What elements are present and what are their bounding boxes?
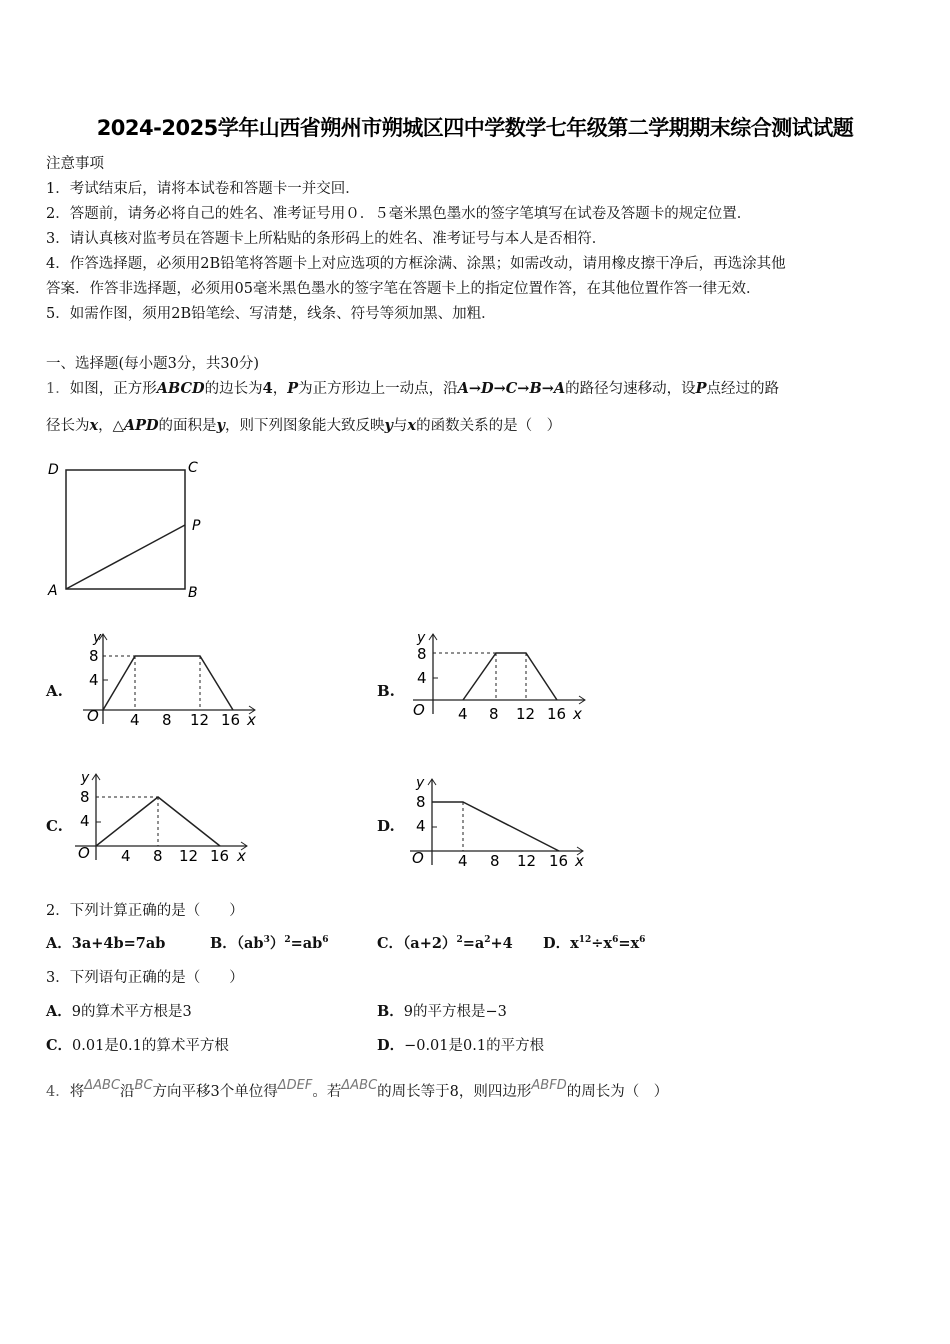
svg-text:12: 12: [517, 852, 537, 870]
label-d: D: [48, 462, 59, 478]
label-b: B: [188, 585, 198, 601]
svg-text:4: 4: [416, 817, 426, 835]
notice-item-2: 2．答题前，请务必将自己的姓名、准考证号用０．５毫米黑色墨水的签字笔填写在试卷及答题卡的规定位置．: [46, 206, 752, 222]
svg-text:12: 12: [179, 847, 199, 865]
q2-option-a[interactable]: A．3a+4b=7ab: [46, 935, 166, 952]
notice-item-3: 3．请认真核对监考员在答题卡上所粘贴的条形码上的姓名、准考证号与本人是否相符．: [46, 231, 607, 247]
q1-option-d-label[interactable]: D.: [377, 817, 395, 835]
q3-option-c[interactable]: C．0.01是0.1的算术平方根: [46, 1037, 229, 1054]
svg-text:y: y: [416, 775, 425, 791]
svg-text:16: 16: [547, 705, 567, 723]
svg-text:8: 8: [89, 647, 99, 665]
q1-option-a-graph[interactable]: [75, 628, 265, 728]
svg-text:y: y: [81, 770, 90, 786]
q3-stem: 3．下列语句正确的是（ ）: [46, 970, 244, 986]
svg-text:8: 8: [80, 788, 90, 806]
notice-item-4-cont: 答案．作答非选择题，必须用05毫米黑色墨水的签字笔在答题卡上的指定位置作答，在其他位置作答一律无效．: [46, 281, 761, 297]
svg-text:16: 16: [210, 847, 230, 865]
svg-text:4: 4: [121, 847, 131, 865]
q1-option-c-label[interactable]: C.: [46, 817, 63, 835]
section-heading: 一、选择题(每小题3分，共30分): [46, 356, 259, 372]
q3-option-a[interactable]: A．9的算术平方根是3: [46, 1003, 192, 1020]
svg-text:8: 8: [416, 793, 426, 811]
notice-item-1: 1．考试结束后，请将本试卷和答题卡一并交回．: [46, 181, 360, 197]
svg-text:8: 8: [162, 711, 172, 728]
svg-text:4: 4: [458, 852, 468, 870]
label-a: A: [48, 583, 58, 599]
q3-option-d[interactable]: D．−0.01是0.1的平方根: [377, 1037, 545, 1054]
q3-option-b[interactable]: B．9的平方根是−3: [377, 1003, 507, 1020]
q1-option-c-graph[interactable]: [75, 768, 265, 868]
q4-stem: 4．将ΔABC沿BC方向平移3个单位得ΔDEF。若ΔABC的周长等于8，则四边形ABFD的周长为（ ）: [46, 1078, 669, 1100]
q1-option-d-graph[interactable]: [405, 773, 595, 873]
svg-text:x: x: [575, 852, 584, 870]
svg-text:16: 16: [549, 852, 569, 870]
svg-text:y: y: [417, 630, 426, 646]
q1-option-b-graph[interactable]: [405, 628, 595, 728]
label-p: P: [192, 518, 201, 534]
svg-text:O: O: [87, 707, 99, 725]
svg-text:y: y: [93, 630, 102, 646]
page-title: 2024-2025学年山西省朔州市朔城区四中学数学七年级第二学期期末综合测试试题: [96, 116, 854, 140]
svg-text:16: 16: [221, 711, 241, 728]
q2-option-d[interactable]: D．$x^{12}\div x^6=x^6$: [543, 935, 646, 952]
notice-heading: 注意事项: [46, 156, 104, 172]
q1-stem-line1: 1．如图，正方形ABCD的边长为4，P为正方形边上一动点，沿A→D→C→B→A的路径匀速移动，设P点经过的路: [46, 380, 779, 397]
svg-text:8: 8: [417, 645, 427, 663]
svg-text:4: 4: [417, 669, 427, 687]
q1-option-b-label[interactable]: B.: [377, 682, 395, 700]
notice-item-5: 5．如需作图，须用2B铅笔绘、写清楚，线条、符号等须加黑、加粗．: [46, 306, 496, 322]
q1-option-a-label[interactable]: A.: [46, 682, 63, 700]
label-c: C: [188, 460, 198, 476]
q2-stem: 2．下列计算正确的是（ ）: [46, 903, 244, 919]
notice-item-4: 4．作答选择题，必须用2B铅笔将答题卡上对应选项的方框涂满、涂黑；如需改动，请用橡皮擦干净后，再选涂其他: [46, 256, 786, 272]
svg-text:x: x: [237, 847, 246, 865]
svg-text:x: x: [247, 711, 256, 728]
square-figure: [40, 450, 220, 610]
q2-option-b[interactable]: B．$(ab^3)^2=ab^6$: [210, 935, 329, 952]
svg-text:4: 4: [458, 705, 468, 723]
svg-text:O: O: [78, 844, 90, 862]
svg-text:4: 4: [80, 812, 90, 830]
svg-text:12: 12: [516, 705, 536, 723]
svg-text:O: O: [413, 701, 425, 719]
svg-text:8: 8: [489, 705, 499, 723]
q1-stem-line2: 径长为x，△APD的面积是y，则下列图象能大致反映y与x的函数关系的是（ ）: [46, 417, 562, 434]
q2-option-c[interactable]: C．$(a+2)^2=a^2+4$: [377, 935, 513, 952]
svg-text:O: O: [412, 849, 424, 867]
svg-text:8: 8: [153, 847, 163, 865]
svg-text:4: 4: [89, 671, 99, 689]
svg-text:x: x: [573, 705, 582, 723]
svg-text:12: 12: [190, 711, 210, 728]
svg-text:4: 4: [130, 711, 140, 728]
svg-text:8: 8: [490, 852, 500, 870]
